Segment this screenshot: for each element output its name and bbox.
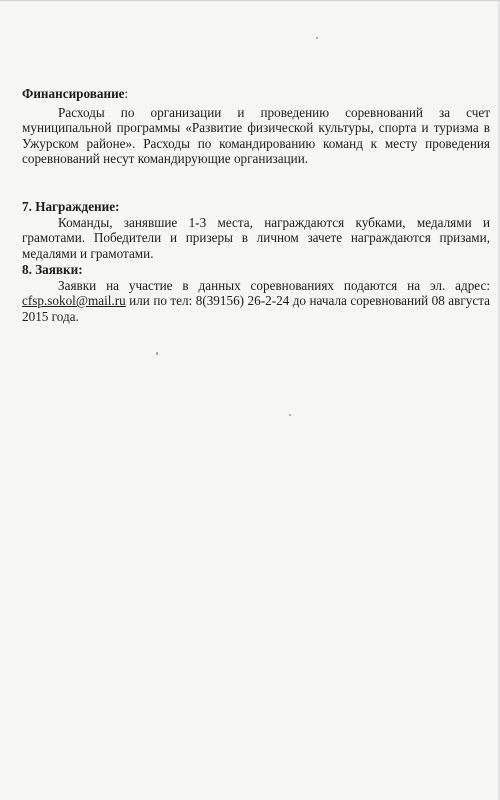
applications-section [22, 262, 490, 324]
applications-text-before: Заявки на участие в данных соревнованиях подаются на эл. адрес: [58, 277, 490, 293]
financing-paragraph [22, 105, 490, 167]
financing-heading [22, 86, 490, 102]
applications-text-after: или по тел: 8(39156) 26-2-24 до начала соревнований 08 августа 2015 года. [22, 293, 490, 324]
financing-heading-colon: : [124, 86, 129, 101]
awards-text: Команды, занявшие 1-3 места, награждаются кубками, медалями и грамотами. Победители и призеры в личном зачете награждаются призами, медалями и грамотами. [22, 214, 490, 261]
awards-heading: 7. Награждение: [22, 199, 120, 214]
financing-heading-text: Финансирование [22, 86, 125, 101]
financing-text: Расходы по организации и проведению соревнований за счет муниципальной программы «Развитие физической культуры, спорта и туризма в Ужурском районе». Расходы по командированию команд к месту проведения соревнований несут командирующие организации. [22, 104, 490, 167]
scan-speck [316, 37, 318, 39]
awards-paragraph [22, 215, 490, 262]
email-link[interactable]: cfsp.sokol@mail.ru [22, 293, 126, 309]
applications-paragraph [22, 278, 490, 325]
scan-edge [0, 0, 500, 2]
scan-speck [156, 352, 158, 355]
financing-section [22, 86, 490, 167]
awards-section [22, 199, 490, 261]
scan-speck [289, 414, 291, 416]
applications-heading: 8. Заявки: [22, 262, 83, 277]
